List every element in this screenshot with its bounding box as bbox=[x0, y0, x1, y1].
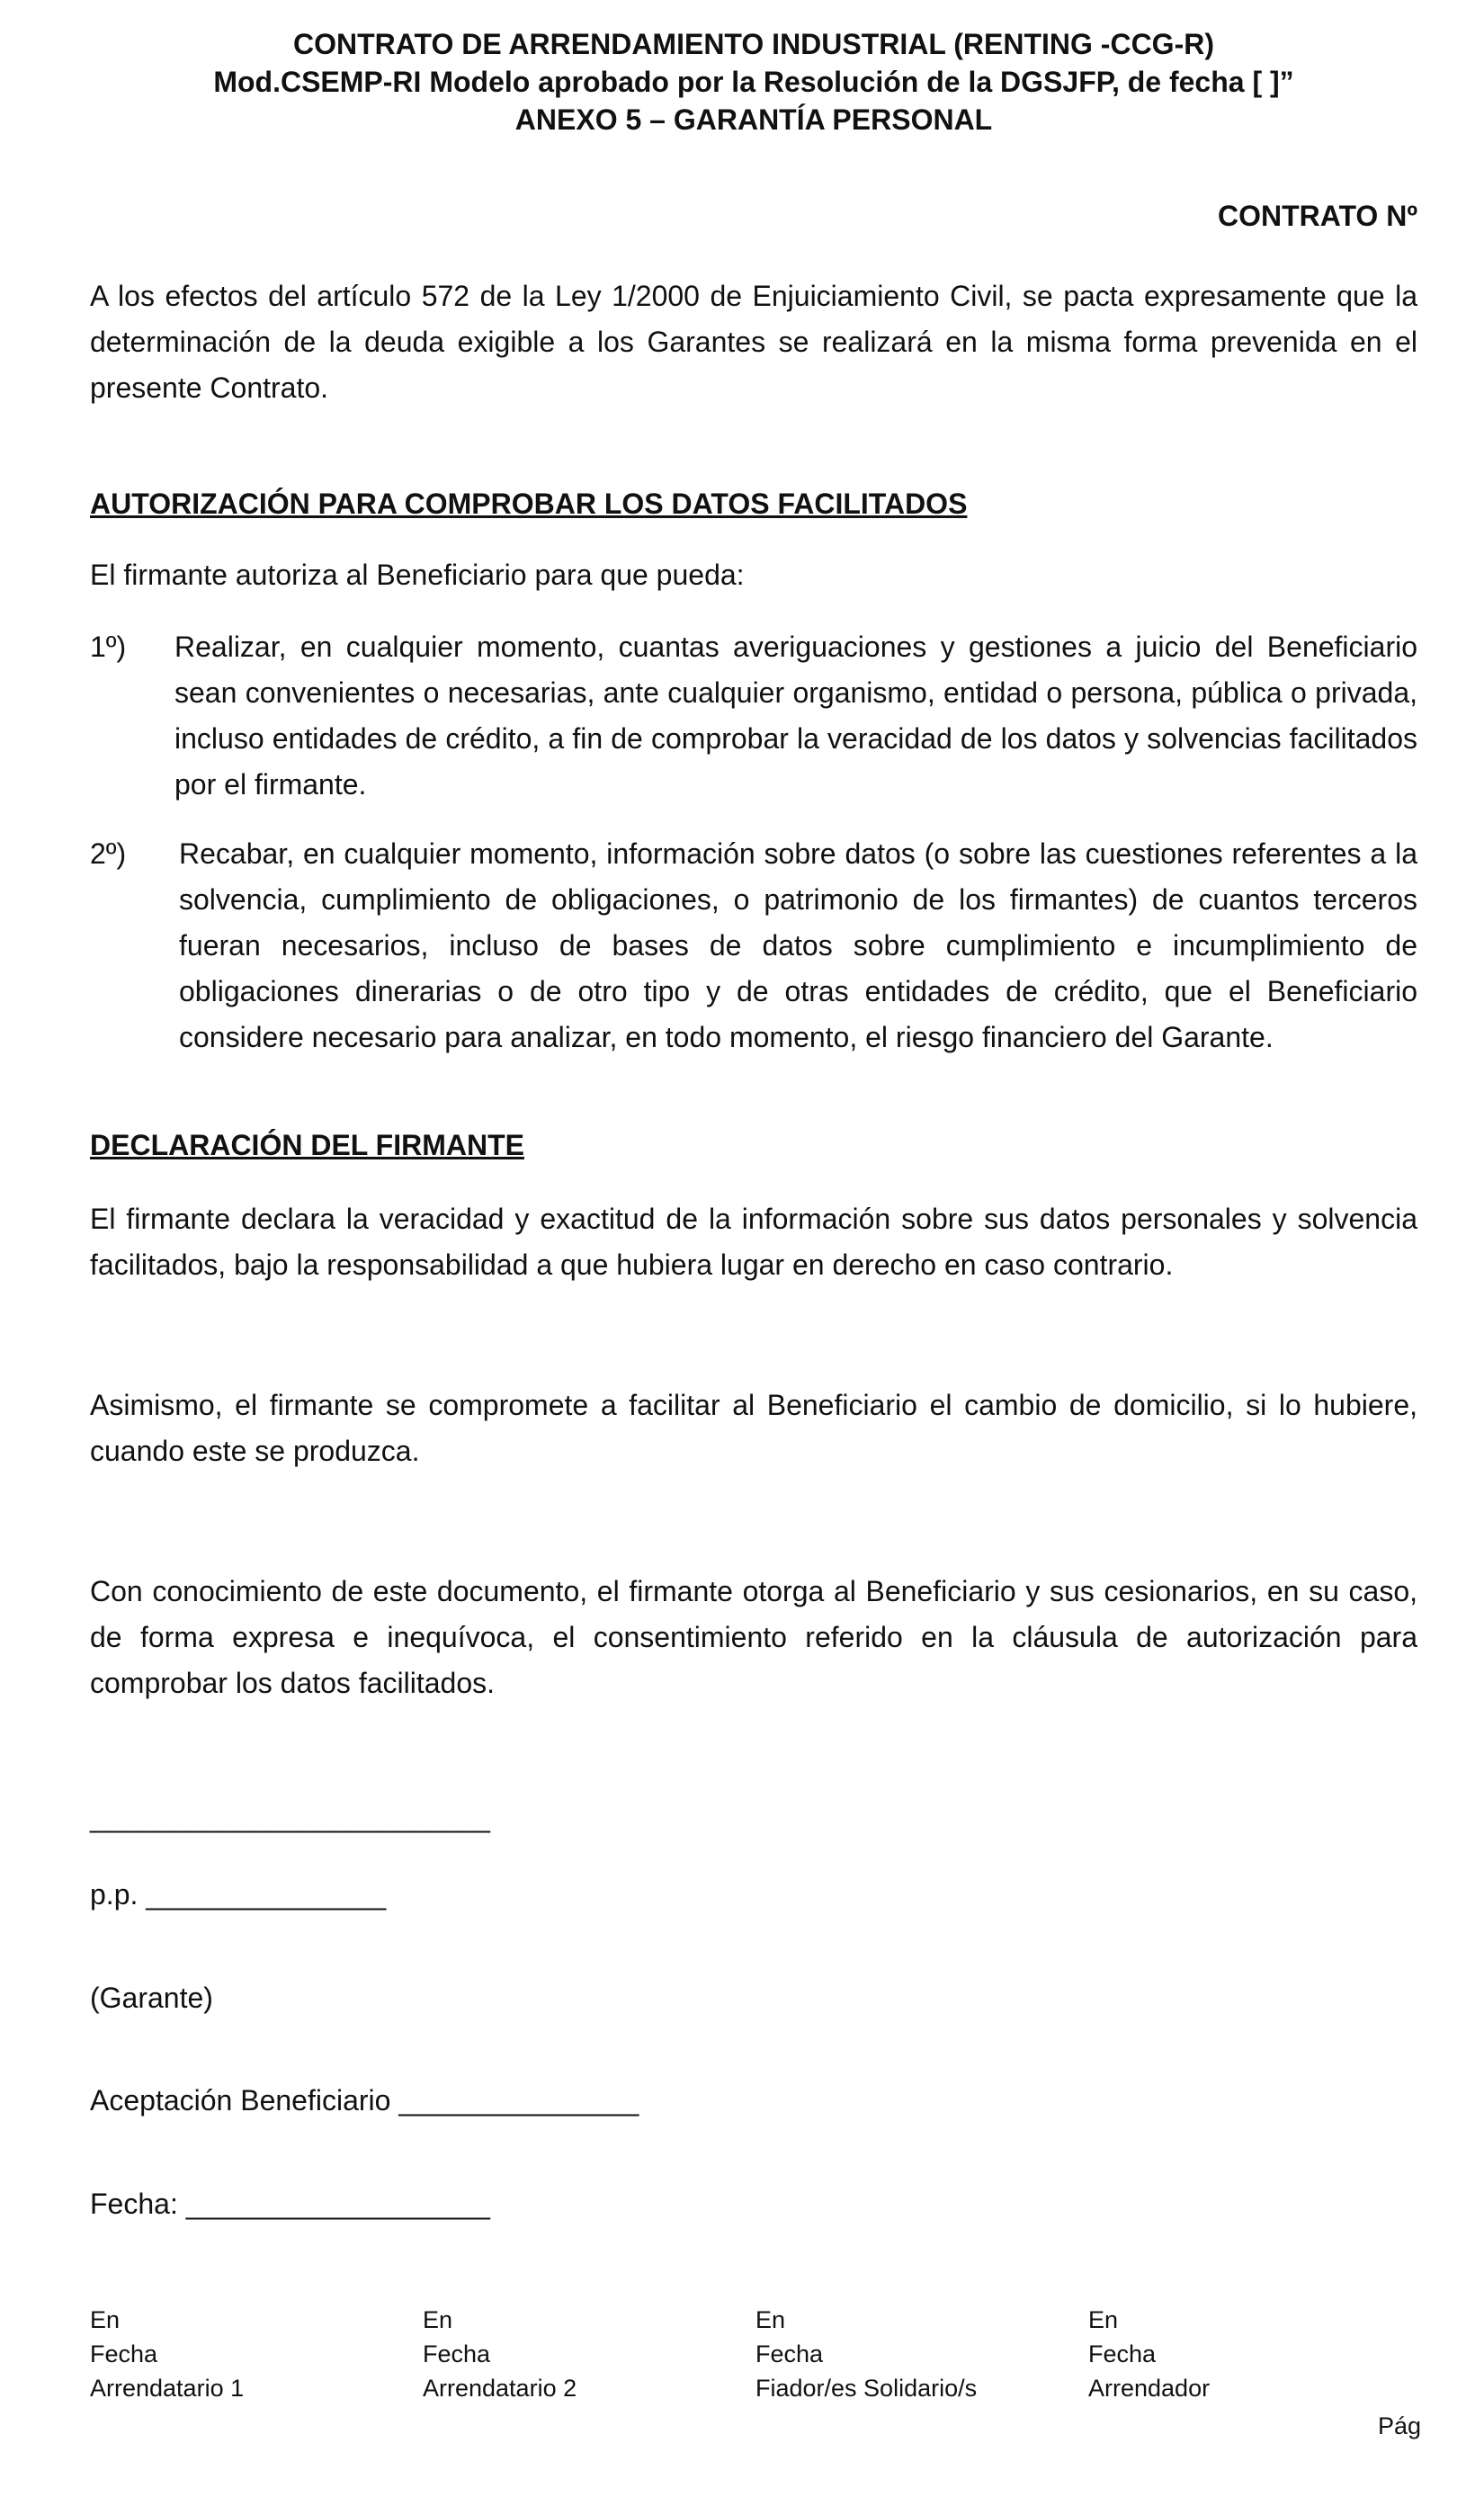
footer-date: Fecha bbox=[423, 2340, 491, 2367]
intro-paragraph: A los efectos del artículo 572 de la Ley 1/2000 de Enjuiciamiento Civil, se pacta expresamente que la determinación de la deuda exigible a los Garantes se realizará en la misma forma prevenida en el presente Contrato. bbox=[90, 280, 1417, 404]
footer-place: En bbox=[755, 2306, 786, 2333]
declaration-paragraph-2: Asimismo, el firmante se compromete a facilitar al Beneficiario el cambio de domicilio, si lo hubiere, cuando este se produzca. bbox=[90, 1389, 1417, 1467]
document-header bbox=[90, 25, 1417, 139]
footer-column bbox=[423, 2303, 577, 2405]
footer-column bbox=[1088, 2303, 1210, 2405]
authorization-lead: El firmante autoriza al Beneficiario para que pueda: bbox=[90, 559, 745, 591]
page-label: Pág bbox=[1377, 2412, 1421, 2439]
contract-number-label: CONTRATO Nº bbox=[1217, 200, 1417, 232]
signature-date: Fecha: ___________________ bbox=[90, 2188, 490, 2220]
footer-column bbox=[755, 2303, 977, 2405]
footer-role: Arrendatario 1 bbox=[90, 2375, 245, 2402]
list-item-text: Realizar, en cualquier momento, cuantas averiguaciones y gestiones a juicio del Beneficiario sean convenientes o necesarias, ante cualquier organismo, entidad o persona, pública o privada, incluso entidades de crédito, a fin de comprobar la veracidad de los datos y solvencias facilitados por el firmante. bbox=[174, 631, 1417, 801]
header-title: CONTRATO DE ARRENDAMIENTO INDUSTRIAL (RENTING -CCG-R) bbox=[293, 28, 1214, 60]
list-item-number: 1º) bbox=[90, 631, 127, 663]
list-item bbox=[90, 624, 1417, 808]
footer-column bbox=[90, 2303, 244, 2405]
footer-date: Fecha bbox=[755, 2340, 824, 2367]
authorization-heading: AUTORIZACIÓN PARA COMPROBAR LOS DATOS FACILITADOS bbox=[90, 488, 968, 520]
declaration-paragraph-3: Con conocimiento de este documento, el firmante otorga al Beneficiario y sus cesionarios, en su caso, de forma expresa e inequívoca, el consentimiento referido en la cláusula de autorización para comprobar los datos facilitados. bbox=[90, 1575, 1417, 1699]
signature-garante: (Garante) bbox=[90, 1982, 213, 2014]
beneficiary-acceptance: Aceptación Beneficiario _______________ bbox=[90, 2084, 639, 2117]
signature-pp: p.p. _______________ bbox=[90, 1878, 387, 1911]
header-annex: ANEXO 5 – GARANTÍA PERSONAL bbox=[514, 103, 993, 136]
footer-date: Fecha bbox=[90, 2340, 158, 2367]
signature-line: _________________________ bbox=[90, 1801, 490, 1833]
list-item bbox=[90, 831, 1417, 1061]
footer-place: En bbox=[1088, 2306, 1119, 2333]
footer-place: En bbox=[90, 2306, 121, 2333]
footer-role: Arrendador bbox=[1088, 2375, 1211, 2402]
declaration-paragraph-1: El firmante declara la veracidad y exactitud de la información sobre sus datos personales y solvencia facilitados, bajo la responsabilidad a que hubiera lugar en derecho en caso contrario. bbox=[90, 1203, 1417, 1281]
footer-role: Fiador/es Solidario/s bbox=[755, 2375, 978, 2402]
header-model: Mod.CSEMP-RI Modelo aprobado por la Resolución de la DGSJFP, de fecha [ ]” bbox=[213, 66, 1294, 98]
footer-date: Fecha bbox=[1088, 2340, 1157, 2367]
list-item-number: 2º) bbox=[90, 837, 127, 870]
list-item-text: Recabar, en cualquier momento, información sobre datos (o sobre las cuestiones referentes a la solvencia, cumplimiento de obligaciones, o patrimonio de los firmantes) de cuantos terceros fueran necesarios, incluso de bases de datos sobre cumplimiento e incumplimiento de obligaciones dinerarias o de otro tipo y de otras entidades de crédito, que el Beneficiario considere necesario para analizar, en todo momento, el riesgo financiero del Garante. bbox=[179, 837, 1417, 1053]
footer-role: Arrendatario 2 bbox=[423, 2375, 577, 2402]
footer-place: En bbox=[423, 2306, 453, 2333]
declaration-heading: DECLARACIÓN DEL FIRMANTE bbox=[90, 1129, 524, 1161]
